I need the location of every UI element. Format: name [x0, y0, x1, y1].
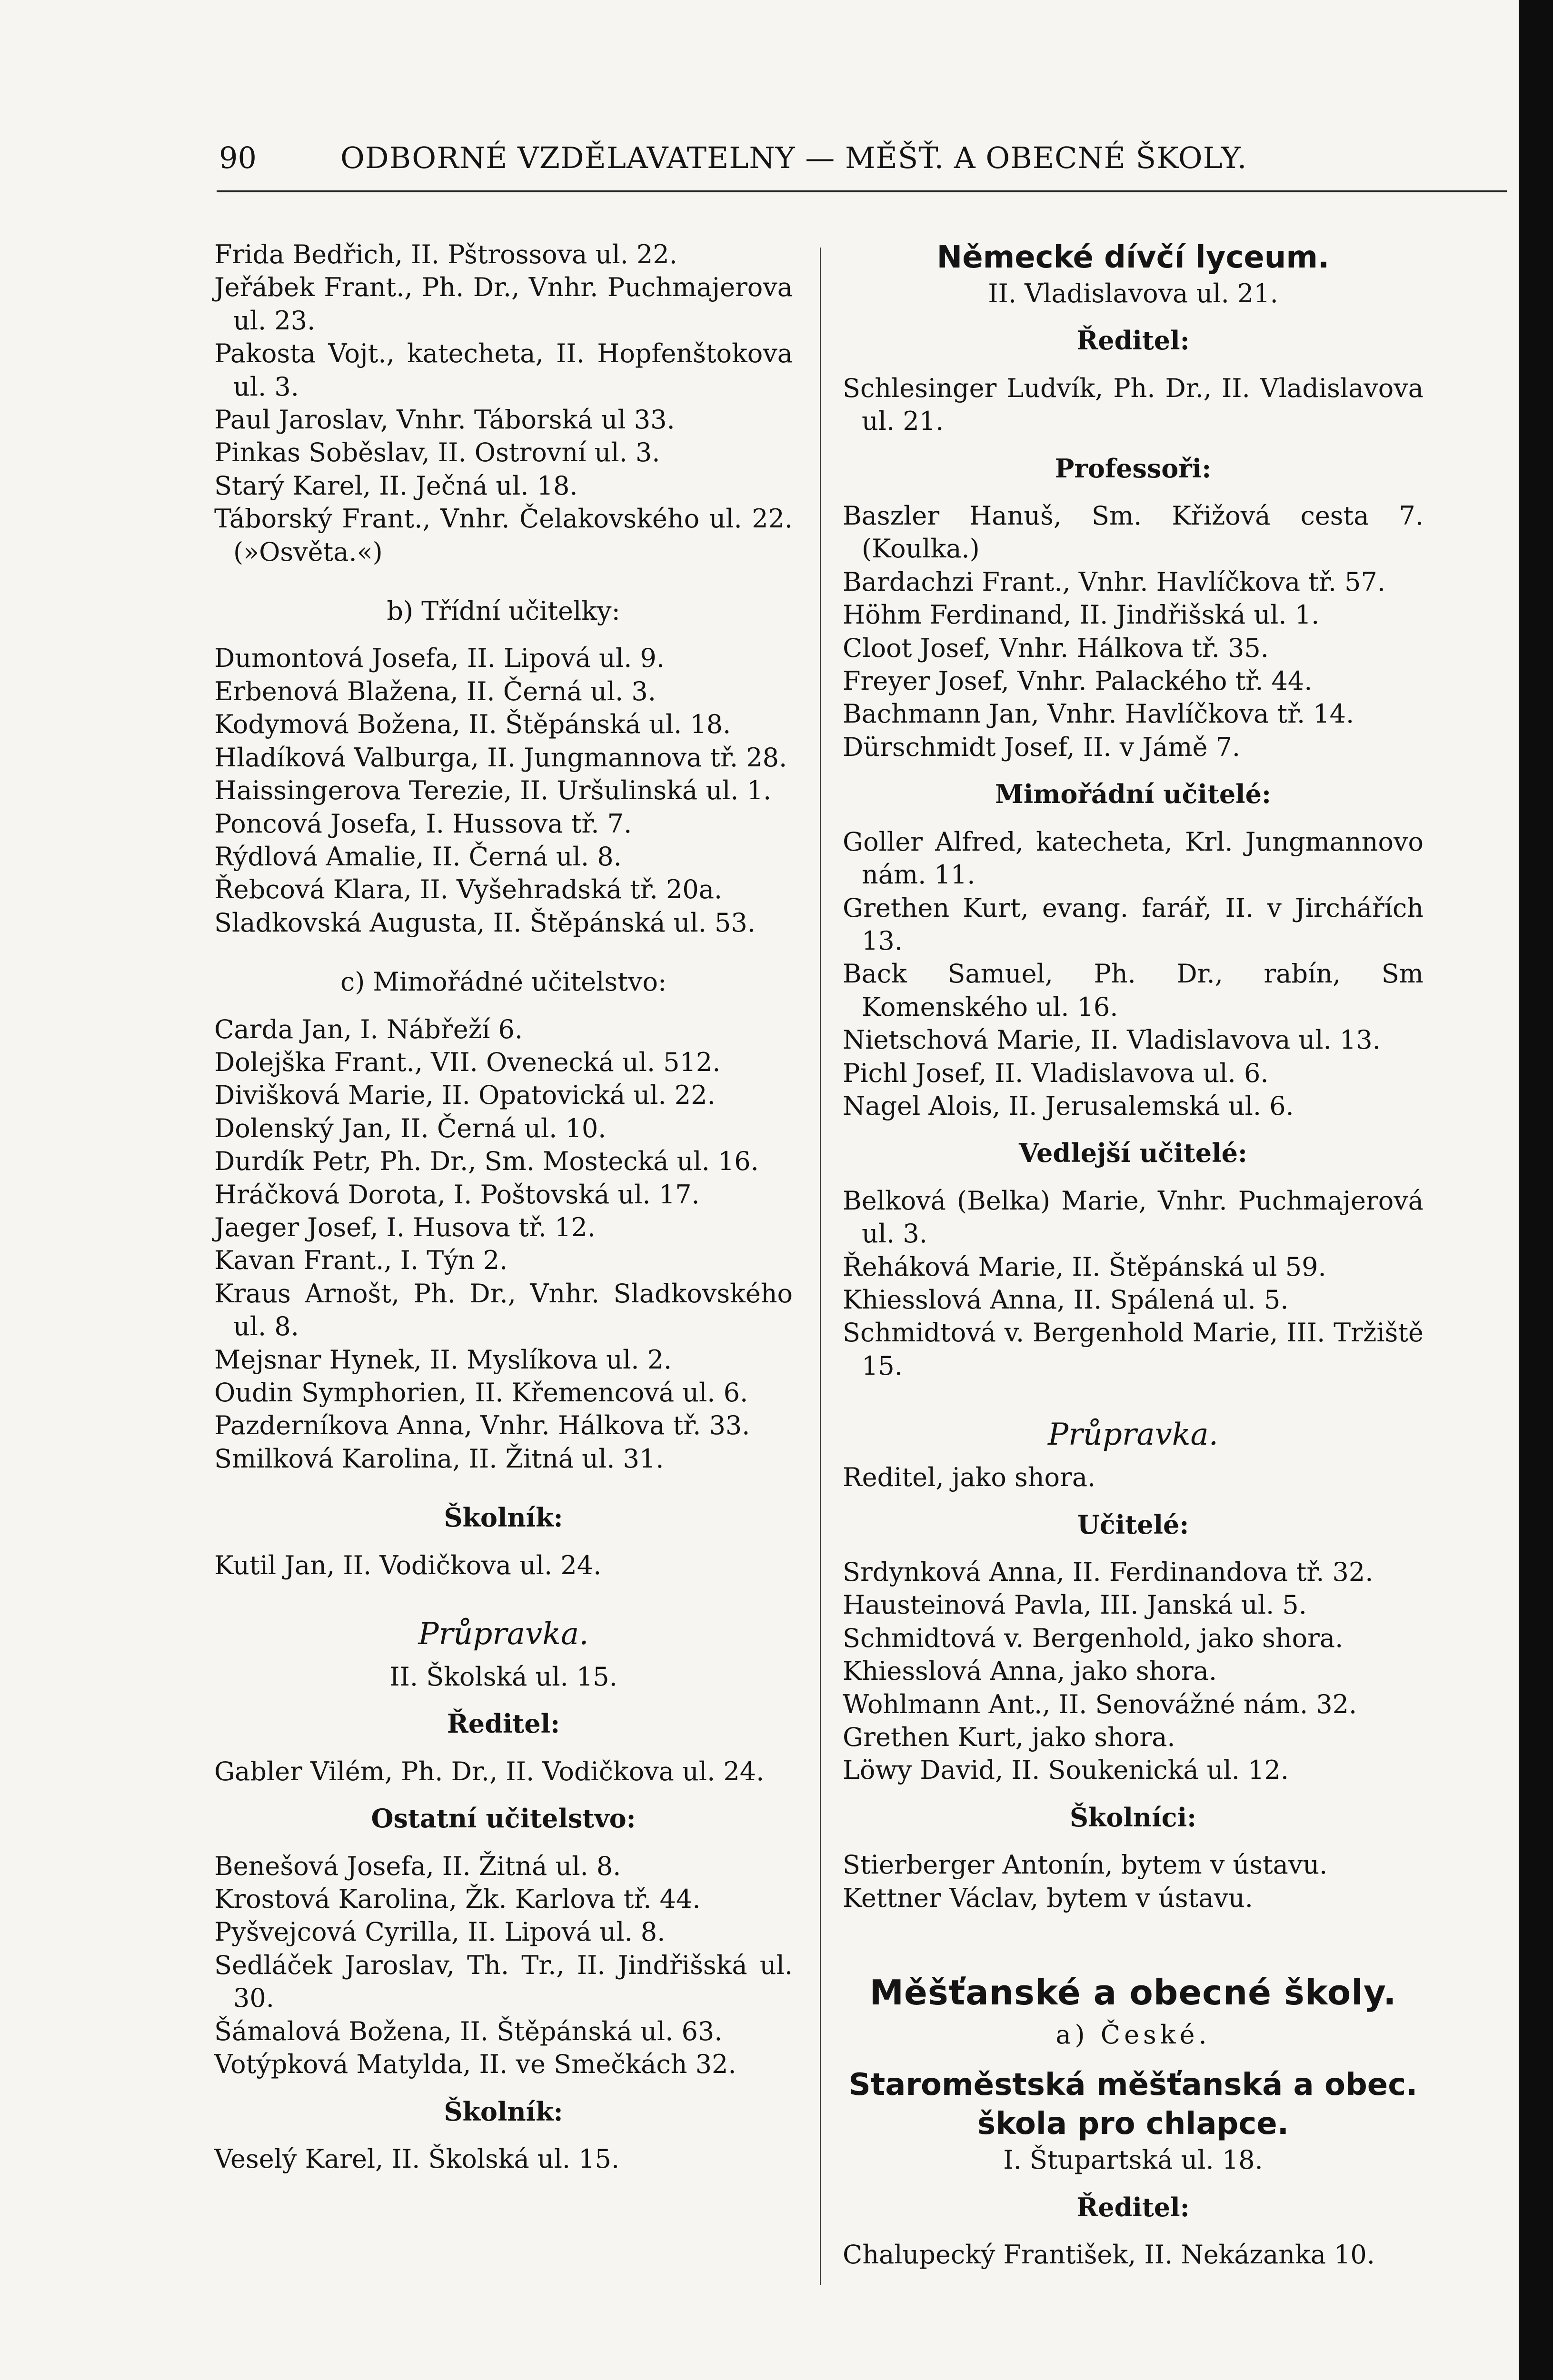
column-divider — [820, 248, 821, 2285]
list-item: Votýpková Matylda, II. ve Smečkách 32. — [214, 2049, 737, 2080]
skolnici-heading: Školníci: — [1069, 1802, 1197, 1833]
list-item: Stierberger Antonín, bytem v ústavu. — [843, 1850, 1328, 1880]
list-item: Paul Jaroslav, Vnhr. Táborská ul 33. — [214, 405, 675, 435]
vedlejsi-heading: Vedlejší učitelé: — [1019, 1138, 1247, 1169]
list-item: Sladkovská Augusta, II. Štěpánská ul. 53. — [214, 907, 756, 938]
list-item: Höhm Ferdinand, II. Jindřišská ul. 1. — [843, 600, 1320, 630]
list-item: Pyšvejcová Cyrilla, II. Lipová ul. 8. — [214, 1917, 666, 1947]
list-item: Šámalová Božena, II. Štěpánská ul. 63. — [214, 2016, 723, 2046]
list-item: Mejsnar Hynek, II. Myslíkova ul. 2. — [214, 1344, 672, 1375]
list-item: Dürschmidt Josef, II. v Jámě 7. — [843, 732, 1241, 762]
running-head: ODBORNÉ VZDĚLAVATELNY — MĚŠŤ. A OBECNÉ ŠKOLY. — [340, 140, 1247, 175]
list-item: Benešová Josefa, II. Žitná ul. 8. — [214, 1851, 621, 1881]
list-item: Erbenová Blažena, II. Černá ul. 3. — [214, 676, 656, 706]
professori-heading: Professoři: — [1055, 453, 1212, 484]
list-item: Goller Alfred, katecheta, Krl. Jungmannovo nám. 11. — [843, 826, 1424, 890]
list-item: Khiesslová Anna, II. Spálená ul. 5. — [843, 1284, 1289, 1315]
list-item: Khiesslová Anna, jako shora. — [843, 1656, 1217, 1686]
list-item: Back Samuel, Ph. Dr., rabín, Sm Komenského ul. 16. — [843, 959, 1424, 1022]
list-item: Hladíková Valburga, II. Jungmannova tř. 28. — [214, 742, 787, 773]
list-item: Táborský Frant., Vnhr. Čelakovského ul. 22. (»Osvěta.«) — [214, 504, 793, 567]
list-item: Krostová Karolina, Žk. Karlova tř. 44. — [214, 1884, 701, 1914]
section-heading-c: c) Mimořádné učitelstvo: — [340, 967, 667, 997]
reditel-heading: Ředitel: — [1076, 325, 1190, 356]
list-item: Pazderníkova Anna, Vnhr. Hálkova tř. 33. — [214, 1410, 750, 1441]
school-title-line2: škola pro chlapce. — [977, 2106, 1289, 2142]
skolnik-heading: Školník: — [444, 1502, 563, 1533]
list-item: Schmidtová v. Bergenhold Marie, III. Tržiště 15. — [843, 1318, 1424, 1381]
list-item: Rýdlová Amalie, II. Černá ul. 8. — [214, 841, 622, 872]
list-item: Pichl Josef, II. Vladislavova ul. 6. — [843, 1058, 1269, 1088]
list-item: Carda Jan, I. Nábřeží 6. — [214, 1014, 523, 1044]
school-address: I. Štupartská ul. 18. — [1003, 2145, 1263, 2175]
reditel-heading: Ředitel: — [447, 1708, 560, 1739]
list-item: Schmidtová v. Bergenhold, jako shora. — [843, 1623, 1344, 1653]
list-item: Wohlmann Ant., II. Senovážné nám. 32. — [843, 1689, 1357, 1719]
list-item: Hausteinová Pavla, III. Janská ul. 5. — [843, 1590, 1307, 1620]
list-item: Pinkas Soběslav, II. Ostrovní ul. 3. — [214, 437, 660, 468]
list-item: Kodymová Božena, II. Štěpánská ul. 18. — [214, 709, 731, 740]
pruprava-title: Průpravka. — [418, 1616, 589, 1652]
list-item: Jaeger Josef, I. Husova tř. 12. — [214, 1212, 596, 1242]
ucitele-heading: Učitelé: — [1077, 1509, 1189, 1540]
list-item: Nagel Alois, II. Jerusalemská ul. 6. — [843, 1091, 1294, 1121]
list-item: Freyer Josef, Vnhr. Palackého tř. 44. — [843, 666, 1313, 696]
list-item: Řebcová Klara, II. Vyšehradská tř. 20a. — [214, 874, 723, 905]
list-item: Belková (Belka) Marie, Vnhr. Puchmajerová ul. 3. — [843, 1185, 1424, 1249]
list-item: Divišková Marie, II. Opatovická ul. 22. — [214, 1080, 716, 1111]
list-item: Löwy David, II. Soukenická ul. 12. — [843, 1755, 1289, 1785]
list-item: Kavan Frant., I. Týn 2. — [214, 1245, 508, 1276]
list-item: Jeřábek Frant., Ph. Dr., Vnhr. Puchmajerova ul. 23. — [214, 272, 793, 336]
list-item: Bardachzi Frant., Vnhr. Havlíčkova tř. 57. — [843, 566, 1386, 597]
list-item: Kettner Václav, bytem v ústavu. — [843, 1883, 1253, 1913]
scan-edge-right — [1519, 0, 1553, 2380]
list-item: Grethen Kurt, jako shora. — [843, 1722, 1175, 1753]
pruprava-address: II. Školská ul. 15. — [389, 1662, 617, 1692]
lyceum-address: II. Vladislavova ul. 21. — [988, 278, 1278, 308]
list-item: Starý Karel, II. Ječná ul. 18. — [214, 470, 578, 501]
list-item: Dumontová Josefa, II. Lipová ul. 9. — [214, 643, 665, 674]
skolnik2-heading: Školník: — [444, 2096, 563, 2127]
list-item: Hráčková Dorota, I. Poštovská ul. 17. — [214, 1179, 700, 1210]
lyceum-title: Německé dívčí lyceum. — [936, 240, 1330, 275]
page-number: 90 — [219, 140, 257, 175]
list-item: Bachmann Jan, Vnhr. Havlíčkova tř. 14. — [843, 699, 1354, 729]
page-header — [219, 140, 1419, 183]
list-item: Smilková Karolina, II. Žitná ul. 31. — [214, 1443, 664, 1474]
school-reditel-heading: Ředitel: — [1076, 2192, 1190, 2222]
pruprava-title: Průpravka. — [1047, 1417, 1219, 1453]
list-item: Dolenský Jan, II. Černá ul. 10. — [214, 1113, 607, 1143]
section-heading-b: b) Třídní učitelky: — [387, 596, 620, 626]
right-column — [843, 238, 1424, 2271]
list-item: Poncová Josefa, I. Hussova tř. 7. — [214, 808, 632, 839]
list-item: Nietschová Marie, II. Vladislavova ul. 13. — [843, 1025, 1381, 1055]
list-item: Gabler Vilém, Ph. Dr., II. Vodičkova ul. 24. — [214, 1756, 765, 1786]
list-item: Sedláček Jaroslav, Th. Tr., II. Jindřišská ul. 30. — [214, 1950, 793, 2013]
list-item: Řeháková Marie, II. Štěpánská ul 59. — [843, 1251, 1326, 1282]
left-column — [214, 238, 793, 2175]
mimoradni-heading: Mimořádní učitelé: — [995, 779, 1271, 810]
list-item: Durdík Petr, Ph. Dr., Sm. Mostecká ul. 16. — [214, 1146, 759, 1177]
list-item: Reditel, jako shora. — [843, 1462, 1096, 1493]
list-item: Dolejška Frant., VII. Ovenecká ul. 512. — [214, 1047, 721, 1077]
school-title-line1: Staroměstská měšťanská a obec. — [848, 2067, 1418, 2103]
section-title: Měšťanské a obecné školy. — [869, 1973, 1397, 2013]
list-item: Haissingerova Terezie, II. Uršulinská ul. 1. — [214, 775, 772, 806]
list-item: Srdynková Anna, II. Ferdinandova tř. 32. — [843, 1557, 1374, 1587]
list-item: Oudin Symphorien, II. Křemencová ul. 6. — [214, 1378, 748, 1408]
list-item: Cloot Josef, Vnhr. Hálkova tř. 35. — [843, 633, 1269, 663]
list-item: Kraus Arnošt, Ph. Dr., Vnhr. Sladkovského ul. 8. — [214, 1278, 793, 1342]
ostatni-heading: Ostatní učitelstvo: — [371, 1803, 636, 1834]
list-item: Frida Bedřich, II. Pštrossova ul. 22. — [214, 239, 677, 269]
list-item: Grethen Kurt, evang. farář, II. v Jirchářích 13. — [843, 892, 1424, 956]
list-item: Schlesinger Ludvík, Ph. Dr., II. Vladislavova ul. 21. — [843, 373, 1424, 436]
list-item: Pakosta Vojt., katecheta, II. Hopfenštokova ul. 3. — [214, 338, 793, 402]
list-item: Baszler Hanuš, Sm. Křižová cesta 7. (Koulka.) — [843, 501, 1424, 564]
header-rule — [217, 190, 1507, 192]
list-item: Kutil Jan, II. Vodičkova ul. 24. — [214, 1550, 602, 1580]
list-item: Veselý Karel, II. Školská ul. 15. — [214, 2143, 620, 2174]
section-subtitle: a) České. — [1055, 2020, 1211, 2050]
list-item: Chalupecký František, II. Nekázanka 10. — [843, 2240, 1375, 2270]
